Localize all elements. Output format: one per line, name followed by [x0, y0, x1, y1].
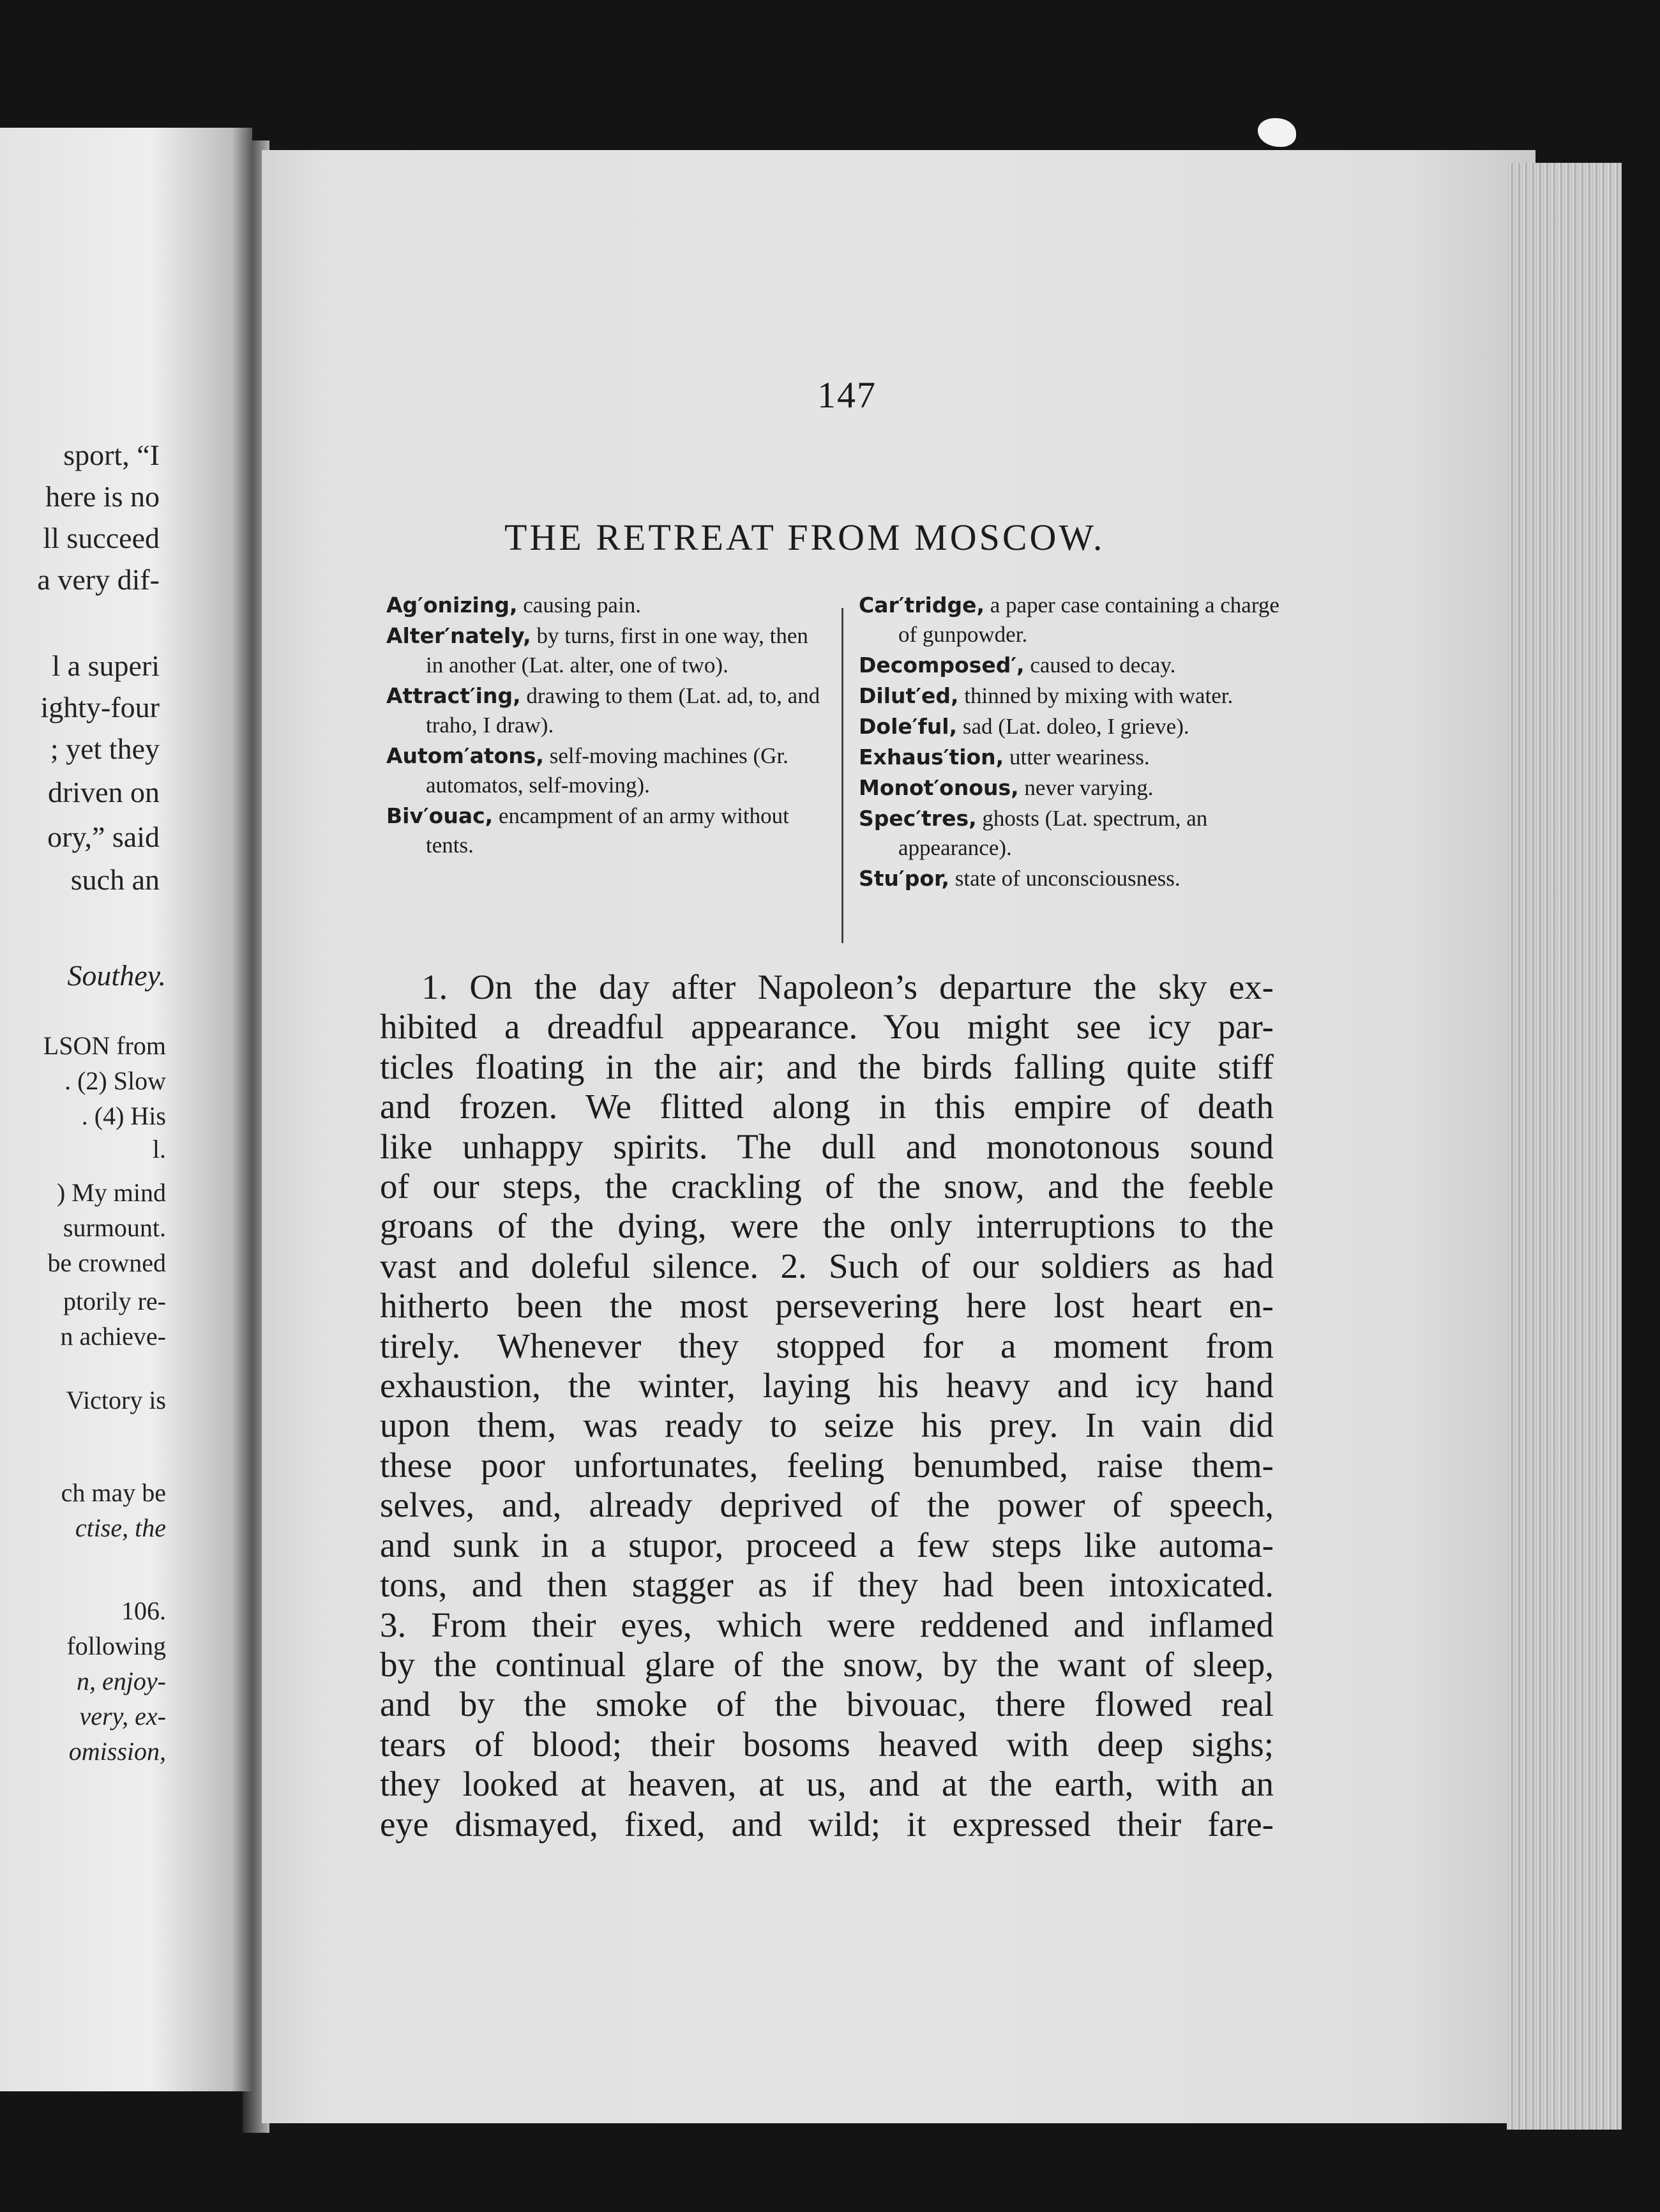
previous-page-line: ptorily re- — [63, 1287, 166, 1315]
body-line: of our steps, the crackling of the snow, and the feeble — [380, 1167, 1274, 1206]
page-edges — [1507, 163, 1622, 2130]
vocabulary-term: Autom′atons, — [386, 743, 544, 768]
previous-page-line: a very dif- — [37, 563, 160, 596]
vocabulary-term: Dole′ful, — [859, 714, 958, 739]
vocabulary-entry — [859, 681, 1299, 711]
previous-page-line: such an — [70, 863, 160, 896]
previous-page-line: l a superi — [52, 649, 160, 682]
vocabulary-entry — [859, 591, 1299, 649]
vocabulary-term: Attract′ing, — [386, 683, 521, 708]
body-line: and by the smoke of the bivouac, there flowed real — [380, 1685, 1274, 1724]
previous-page-line: surmount. — [63, 1213, 166, 1242]
previous-page-line: Southey. — [67, 959, 166, 992]
vocabulary-entry — [386, 681, 827, 740]
body-line: and sunk in a stupor, proceed a few steps like automa- — [380, 1525, 1274, 1564]
vocabulary-entry — [386, 621, 827, 680]
body-line: tirely. Whenever they stopped for a moment from — [380, 1326, 1274, 1365]
previous-page-line: l. — [152, 1135, 166, 1163]
body-line: eye dismayed, fixed, and wild; it expressed their fare- — [380, 1804, 1274, 1844]
body-line: 1. On the day after Napoleon’s departure the sky ex- — [421, 967, 1274, 1006]
vocabulary-term: Stu′por, — [859, 866, 949, 891]
vocabulary-definition: thinned by mixing with water. — [958, 683, 1234, 708]
vocabulary-entry — [859, 743, 1299, 772]
body-line: tons, and then stagger as if they had been intoxicated. — [380, 1565, 1274, 1605]
body-line: tears of blood; their bosoms heaved with deep sighs; — [380, 1724, 1274, 1764]
previous-page-line: Victory is — [66, 1386, 166, 1414]
previous-page-line: n achieve- — [60, 1322, 166, 1351]
vocabulary-entry — [859, 804, 1299, 863]
vocabulary-definition: self-moving machines (Gr. automatos, self-moving). — [426, 743, 788, 798]
previous-page-line: LSON from — [43, 1031, 166, 1060]
page-number: 147 — [817, 374, 877, 416]
chapter-title: THE RETREAT FROM MOSCOW. — [504, 517, 1105, 558]
body-line: hibited a dreadful appearance. You might see icy par- — [380, 1007, 1274, 1047]
vocabulary-entry — [859, 864, 1299, 893]
body-line: upon them, was ready to seize his prey. In vain did — [380, 1405, 1274, 1445]
previous-page-line: ory,” said — [47, 821, 160, 853]
previous-page-line: ; yet they — [50, 732, 160, 765]
body-line: 3. From their eyes, which were reddened and inflamed — [380, 1605, 1274, 1644]
vocabulary-definition: utter weariness. — [1004, 745, 1150, 769]
vocabulary-definition: sad (Lat. doleo, I grieve). — [957, 714, 1189, 739]
previous-page-line: ) My mind — [56, 1178, 166, 1207]
body-line: vast and doleful silence. 2. Such of our soldiers as had — [380, 1246, 1274, 1285]
vocabulary-divider — [841, 608, 843, 943]
previous-page-line: ch may be — [61, 1478, 166, 1507]
vocabulary-term: Exhaus′tion, — [859, 745, 1004, 769]
body-line: exhaustion, the winter, laying his heavy and icy hand — [380, 1366, 1274, 1405]
vocabulary-term: Alter′nately, — [386, 623, 531, 648]
vocabulary-definition: drawing to them (Lat. ad, to, and traho, I draw). — [426, 683, 820, 738]
previous-page-line: 106. — [121, 1596, 166, 1625]
previous-page-line: n, enjoy- — [77, 1667, 166, 1695]
previous-page-line: following — [66, 1632, 166, 1660]
vocabulary-definition: by turns, first in one way, then in another (Lat. alter, one of two). — [426, 623, 808, 678]
vocabulary-definition: a paper case containing a charge of gunpowder. — [898, 593, 1279, 647]
vocabulary-column-right — [859, 591, 1299, 895]
vocabulary-column-left — [386, 591, 827, 861]
vocabulary-entry — [386, 741, 827, 800]
vocabulary-definition: causing pain. — [517, 593, 641, 617]
body-line: by the continual glare of the snow, by the want of sleep, — [380, 1644, 1274, 1684]
previous-page-line: . (4) His — [81, 1102, 166, 1130]
vocabulary-definition: encampment of an army without tents. — [426, 803, 789, 858]
body-text — [380, 967, 1274, 1844]
vocabulary-definition: caused to decay. — [1024, 653, 1176, 678]
previous-page-line: ighty-four — [40, 691, 160, 723]
vocabulary-term: Spec′tres, — [859, 806, 977, 831]
vocabulary-entry — [859, 651, 1299, 680]
vocabulary-definition: state of unconsciousness. — [949, 866, 1181, 891]
previous-page-line: ctise, the — [75, 1513, 166, 1542]
vocabulary-entry — [859, 773, 1299, 803]
previous-page — [0, 128, 252, 2091]
previous-page-line: . (2) Slow — [64, 1066, 166, 1095]
vocabulary-term: Decomposed′, — [859, 653, 1025, 678]
previous-page-line: here is no — [45, 480, 160, 513]
body-line: ticles floating in the air; and the birds falling quite stiff — [380, 1047, 1274, 1086]
vocabulary-term: Biv′ouac, — [386, 803, 494, 828]
previous-page-line: ll succeed — [43, 522, 160, 554]
previous-page-line: be crowned — [47, 1248, 166, 1277]
previous-page-line: sport, “I — [63, 439, 160, 471]
previous-page-line: very, ex- — [79, 1702, 166, 1731]
vocabulary-entry — [386, 591, 827, 620]
vocabulary-definition: never varying. — [1018, 775, 1154, 800]
body-line: selves, and, already deprived of the power of speech, — [380, 1485, 1274, 1525]
vocabulary-definition: ghosts (Lat. spectrum, an appearance). — [898, 806, 1208, 860]
vocabulary-term: Ag′onizing, — [386, 593, 518, 617]
paper-blemish — [1258, 118, 1296, 147]
vocabulary-term: Dilut′ed, — [859, 683, 959, 708]
vocabulary-entry — [386, 801, 827, 860]
body-line: like unhappy spirits. The dull and monotonous sound — [380, 1126, 1274, 1166]
body-line: they looked at heaven, at us, and at the earth, with an — [380, 1764, 1274, 1804]
vocabulary-term: Car′tridge, — [859, 593, 985, 617]
body-line: hitherto been the most persevering here lost heart en- — [380, 1286, 1274, 1326]
vocabulary-entry — [859, 712, 1299, 741]
body-line: and frozen. We flitted along in this empire of death — [380, 1087, 1274, 1126]
body-line: these poor unfortunates, feeling benumbed, raise them- — [380, 1445, 1274, 1485]
previous-page-line: omission, — [68, 1737, 166, 1766]
previous-page-line: driven on — [47, 776, 160, 808]
body-line: groans of the dying, were the only interruptions to the — [380, 1206, 1274, 1246]
vocabulary-term: Monot′onous, — [859, 775, 1019, 800]
